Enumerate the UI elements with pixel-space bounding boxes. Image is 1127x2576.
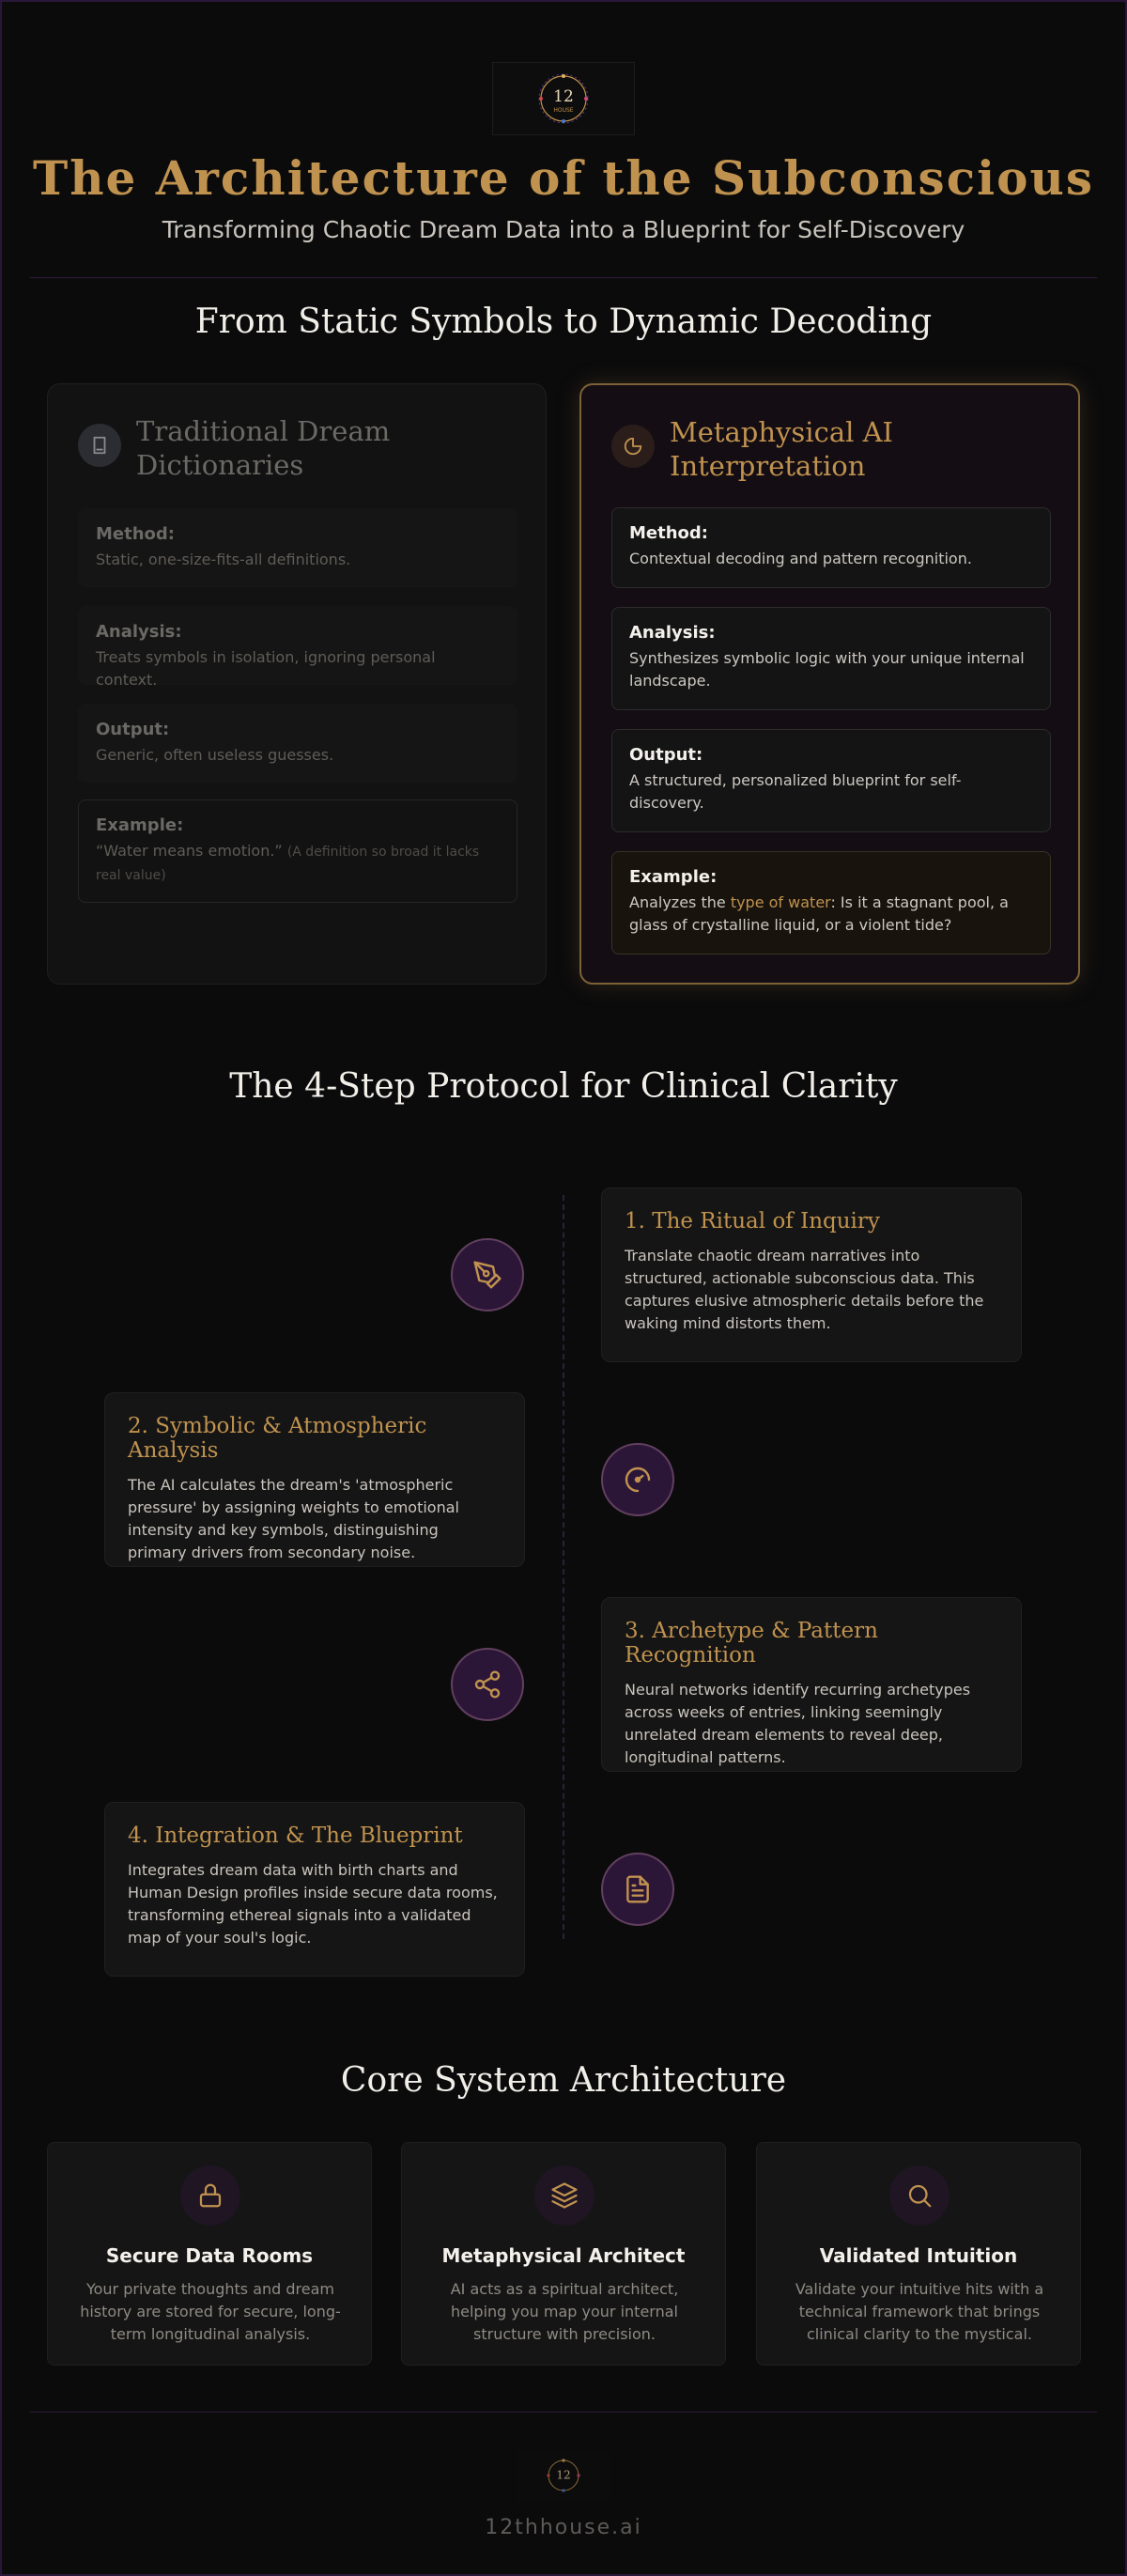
traditional-output-row <box>78 704 517 783</box>
step-text: Neural networks identify recurring archetypes across weeks of entries, linking seemingly unrelated dream elements to reveal deep, longitudinal patterns. <box>625 1681 971 1766</box>
example-text: “Water means emotion.” <box>96 842 283 860</box>
protocol-heading: The 4-Step Protocol for Clinical Clarity <box>229 1067 898 1106</box>
gauge-icon <box>601 1443 674 1516</box>
footer-logo <box>517 2450 610 2501</box>
analysis-text: Treats symbols in isolation, ignoring personal context. <box>96 648 436 689</box>
core-title: Validated Intuition <box>819 2244 1018 2267</box>
core-heading: Core System Architecture <box>340 2061 787 2100</box>
pie-chart-icon <box>611 425 655 468</box>
core-card-secure-data-rooms <box>47 2142 372 2366</box>
step-text: Translate chaotic dream narratives into structured, actionable subconscious data. This captures elusive atmospheric details before the waking mind distorts them. <box>625 1247 984 1332</box>
logo <box>492 62 635 135</box>
ai-analysis-row <box>611 607 1051 710</box>
step-title: 2. Symbolic & Atmospheric Analysis <box>128 1414 427 1463</box>
timeline-line <box>563 1195 564 1939</box>
footer-divider <box>30 2412 1097 2413</box>
footer-logo-number: 12 <box>556 2468 571 2482</box>
file-text-icon <box>601 1853 674 1926</box>
search-icon <box>889 2165 949 2226</box>
output-label: Output: <box>96 720 170 739</box>
core-title: Secure Data Rooms <box>105 2244 314 2267</box>
traditional-method-row <box>78 508 517 587</box>
core-text: AI acts as a spiritual architect, helping you map your internal structure with precision. <box>450 2280 679 2343</box>
step-title: 3. Archetype & Pattern Recognition <box>625 1619 878 1668</box>
logo-subtext: HOUSE <box>553 107 574 114</box>
example-pre: Analyzes the <box>629 893 731 911</box>
method-label: Method: <box>629 523 708 543</box>
analysis-label: Analysis: <box>629 623 716 643</box>
page-title: The Architecture of the Subconscious <box>32 150 1094 206</box>
book-icon <box>78 424 121 467</box>
header-divider <box>30 277 1097 278</box>
ai-example-row <box>611 851 1051 954</box>
example-highlight: type of water <box>730 893 831 911</box>
core-text: Your private thoughts and dream history are stored for secure, long-term longitudinal analysis. <box>80 2280 341 2343</box>
lock-icon <box>180 2165 240 2226</box>
example-note: (A definition so broad it lacks real value) <box>96 845 480 883</box>
method-label: Method: <box>96 524 175 544</box>
zodiac-wheel-icon <box>545 2457 582 2494</box>
traditional-card-title: Traditional Dream Dictionaries <box>136 415 391 481</box>
output-text: A structured, personalized blueprint for self-discovery. <box>629 771 962 812</box>
step-title: 4. Integration & The Blueprint <box>128 1823 463 1848</box>
step-text: The AI calculates the dream's 'atmospheric pressure' by assigning weights to emotional intensity and key symbols, distinguishing primary drivers from secondary noise. <box>128 1476 459 1561</box>
analysis-label: Analysis: <box>96 622 182 642</box>
step-1-card <box>601 1187 1022 1362</box>
ai-output-row <box>611 729 1051 832</box>
traditional-analysis-row <box>78 606 517 689</box>
comparison-heading: From Static Symbols to Dynamic Decoding <box>194 303 933 341</box>
share-icon <box>451 1648 524 1721</box>
core-card-metaphysical-architect <box>401 2142 726 2366</box>
traditional-card <box>47 383 547 985</box>
core-title: Metaphysical Architect <box>441 2244 686 2267</box>
ai-method-row <box>611 507 1051 588</box>
traditional-example-row <box>78 799 517 903</box>
layers-icon <box>534 2165 594 2226</box>
page-subtitle: Transforming Chaotic Dream Data into a Blueprint for Self-Discovery <box>162 216 965 243</box>
step-2-card <box>104 1392 525 1567</box>
output-text: Generic, often useless guesses. <box>96 746 334 764</box>
example-label: Example: <box>629 867 718 887</box>
method-text: Contextual decoding and pattern recognition. <box>629 550 972 567</box>
step-3-card <box>601 1597 1022 1772</box>
footer-brand[interactable]: 12thhouse.ai <box>485 2516 642 2539</box>
step-4-card <box>104 1802 525 1977</box>
ai-card-title: Metaphysical AI Interpretation <box>670 416 894 482</box>
step-title: 1. The Ritual of Inquiry <box>625 1209 880 1234</box>
zodiac-wheel-icon <box>535 70 592 127</box>
step-text: Integrates dream data with birth charts and Human Design profiles inside secure data rooms, transforming ethereal signals into a validated map of your soul's logic. <box>128 1861 498 1947</box>
logo-number: 12 <box>553 87 574 106</box>
core-card-validated-intuition <box>756 2142 1081 2366</box>
output-label: Output: <box>629 745 703 765</box>
example-post: : Is it a stagnant pool, a glass of crystalline liquid, or a violent tide? <box>629 893 1009 934</box>
core-text: Validate your intuitive hits with a technical framework that brings clinical clarity to the mystical. <box>795 2280 1044 2343</box>
pen-tool-icon <box>451 1238 524 1311</box>
analysis-text: Synthesizes symbolic logic with your unique internal landscape. <box>629 649 1025 690</box>
ai-card <box>579 383 1080 985</box>
method-text: Static, one-size-fits-all definitions. <box>96 551 351 568</box>
example-label: Example: <box>96 815 184 835</box>
